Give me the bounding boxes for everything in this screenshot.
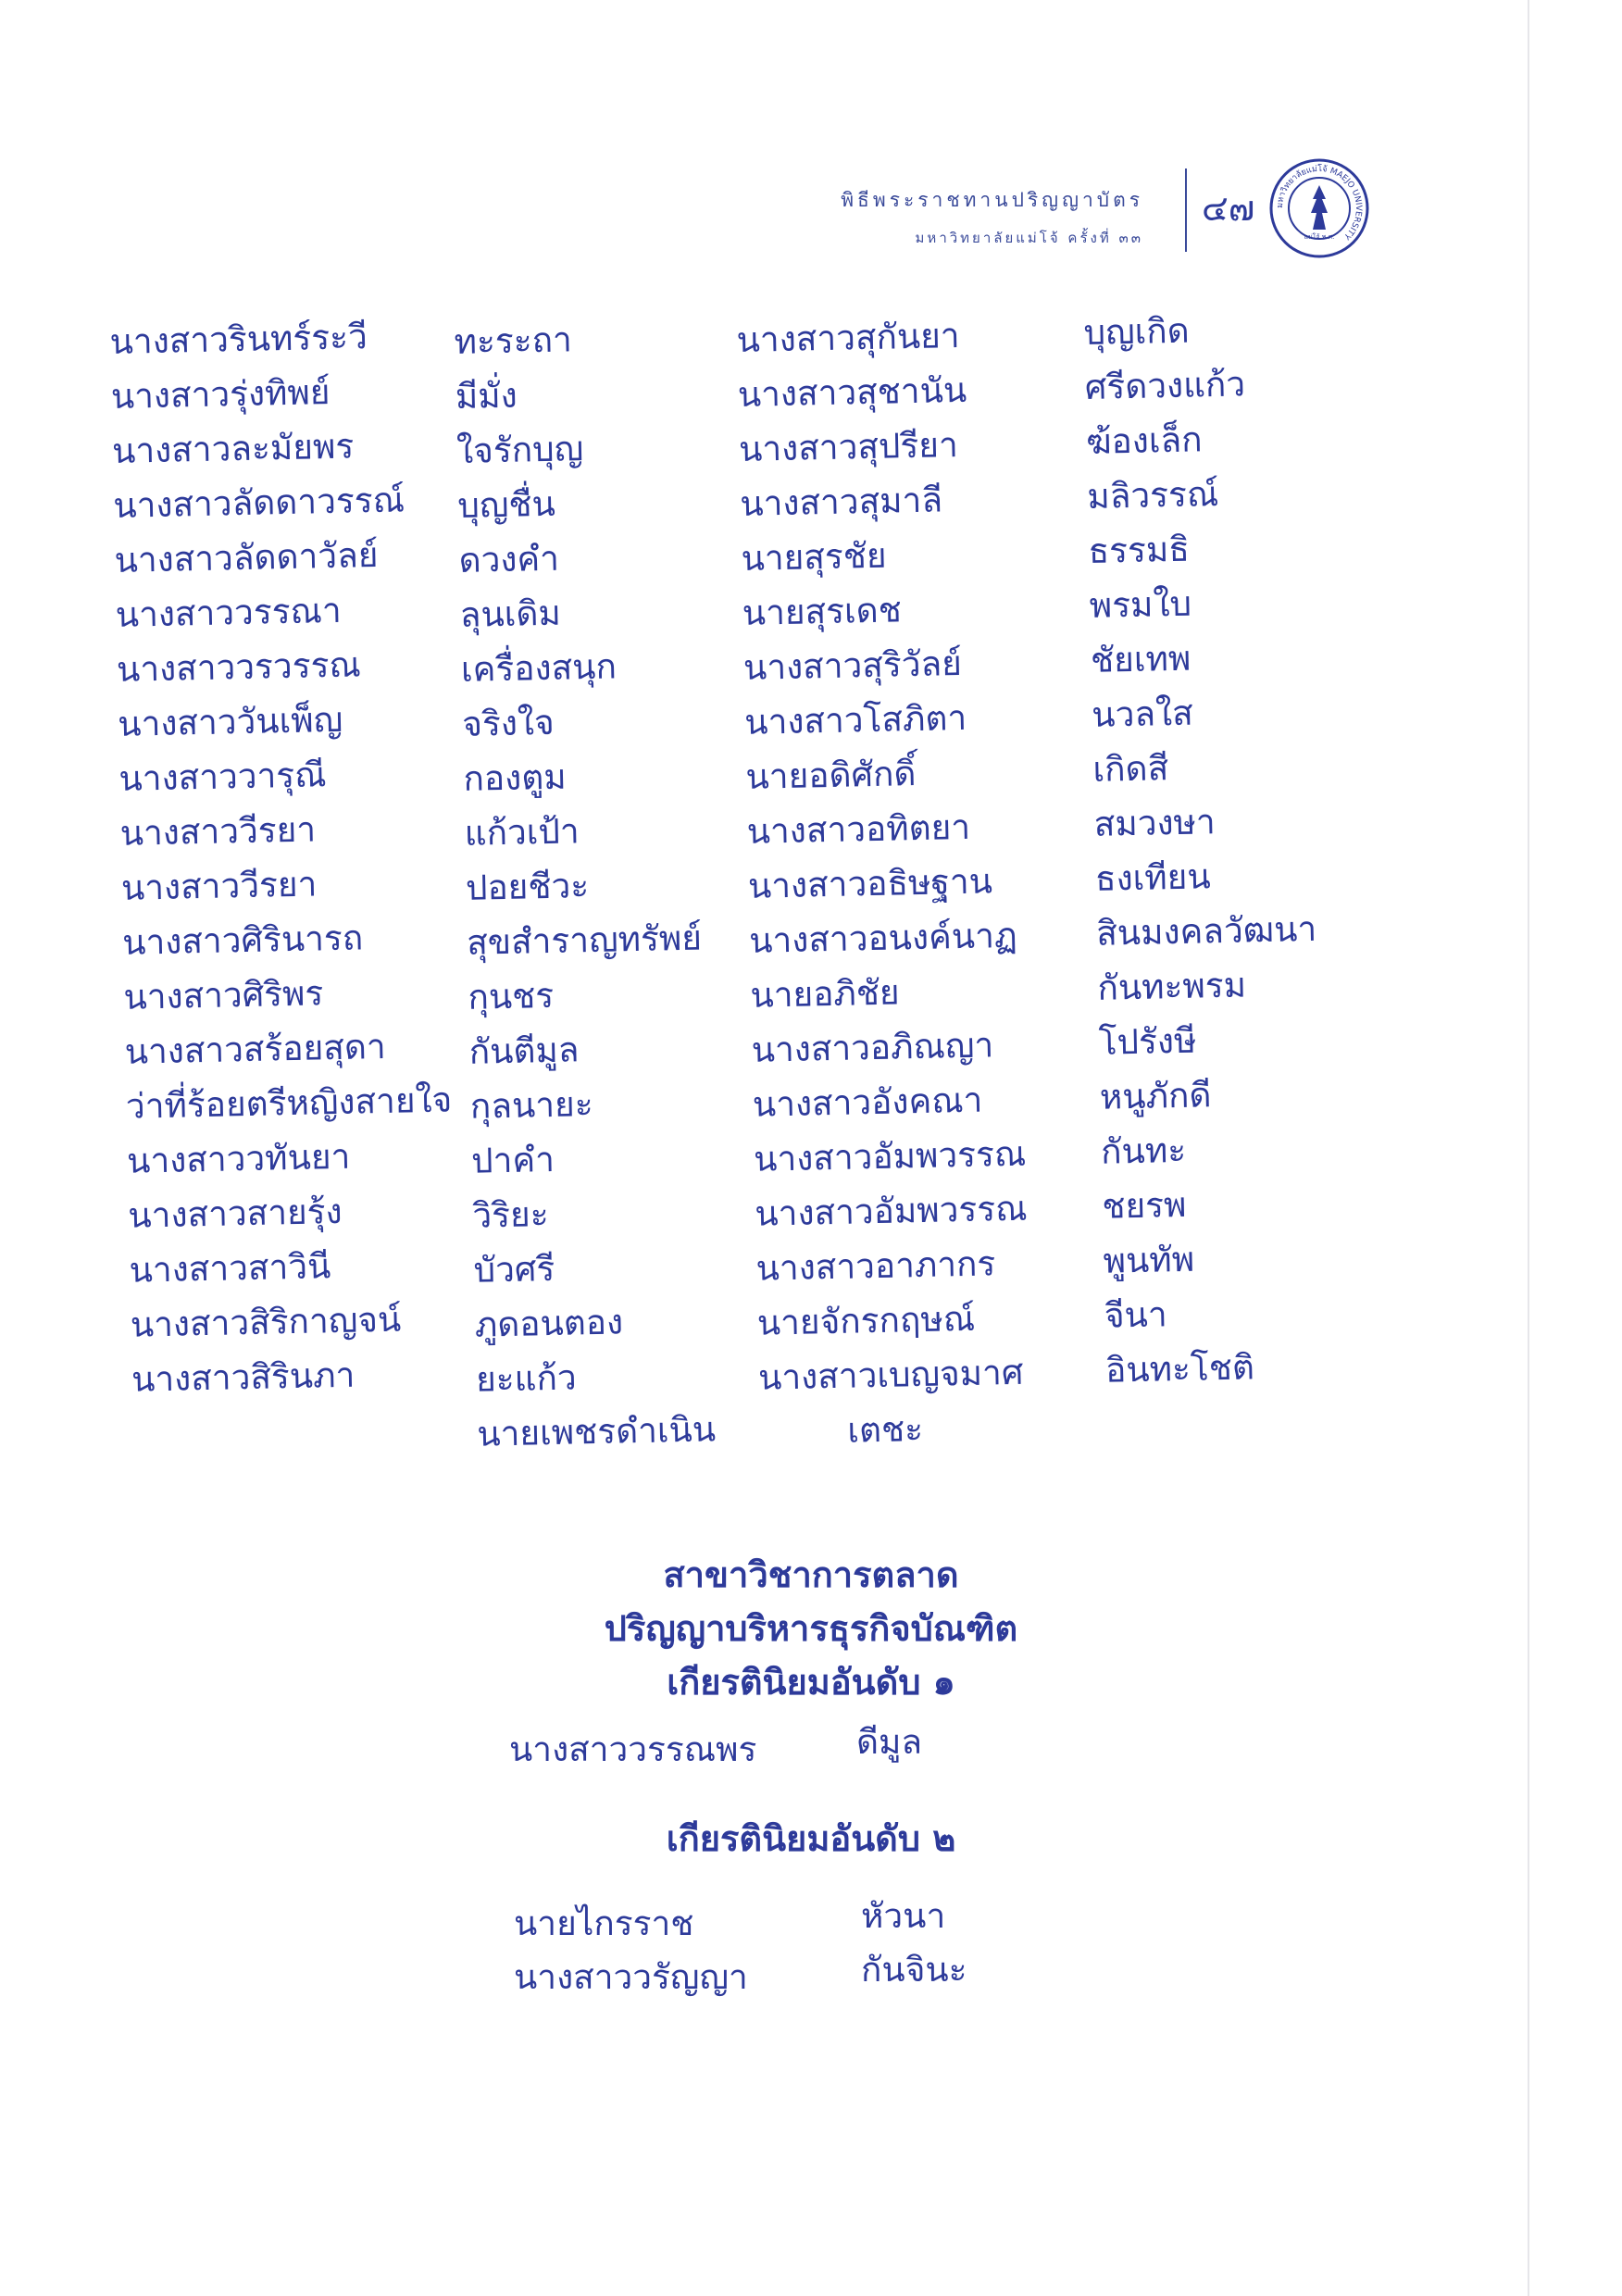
list-item: บุญเกิด <box>1083 310 1191 353</box>
svg-text:แม่โจ้ พ.ศ.: แม่โจ้ พ.ศ. <box>1304 233 1335 241</box>
university-seal-icon <box>1268 157 1370 259</box>
list-item: กองตูม <box>463 756 568 799</box>
list-item: นางสาวสุปรียา <box>738 425 959 469</box>
list-item: นางสาวสุกันยา <box>736 315 961 360</box>
list-item: เกิดสี <box>1092 748 1169 790</box>
list-item: นางสาวสิรินภา <box>131 1354 356 1400</box>
list-item: บุญชื่น <box>456 483 556 526</box>
list-item: กุลนายะ <box>469 1084 594 1127</box>
list-item: กันทะ <box>1100 1129 1187 1172</box>
column-last-names-left <box>454 310 717 1462</box>
list-item: นางสาววารุณี <box>119 755 327 799</box>
list-item: นางสาวสาวินี <box>129 1246 331 1291</box>
honor2-last-name: กันจินะ <box>861 1950 967 1990</box>
honor2-first-name: นายไกรราช <box>514 1903 694 1943</box>
column-first-names-right <box>736 307 1032 1460</box>
list-item: นวลใส <box>1091 693 1194 735</box>
header-text <box>841 185 1143 249</box>
list-item: ลุนเดิม <box>459 593 562 635</box>
list-item: พรมใบ <box>1089 583 1192 626</box>
list-item: มลิวรรณ์ <box>1086 473 1219 517</box>
list-item: ว่าที่ร้อยตรีหญิงสายใจ <box>125 1079 453 1127</box>
list-item: ใจรักบุญ <box>455 429 584 471</box>
list-item: ธรรมธิ <box>1088 529 1191 571</box>
list-item: นางสาวอาภากร <box>755 1243 996 1289</box>
list-item: จีนา <box>1104 1294 1168 1336</box>
list-item: กันตีมูล <box>468 1029 580 1072</box>
list-item: ชัยเทพ <box>1090 638 1192 680</box>
list-item: นางสาวอังคณา <box>752 1079 983 1125</box>
list-item: นายอภิชัย <box>749 972 901 1016</box>
list-item: นายจักรกฤษณ์ <box>756 1298 976 1343</box>
list-item: ฆ้องเล็ก <box>1085 419 1203 462</box>
list-item: สินมงคลวัฒนา <box>1095 908 1317 954</box>
list-item: พูนทัพ <box>1103 1239 1195 1281</box>
list-item: นางสาวสายรุ้ง <box>127 1191 343 1236</box>
column-first-names-left <box>109 308 458 1407</box>
list-item: นางสาวสุริวัลย์ <box>742 643 963 688</box>
list-item: ทะระถา <box>454 319 573 362</box>
list-item: วิริยะ <box>471 1194 550 1236</box>
honor2-heading: เกียรตินิยมอันดับ ๒ <box>666 1818 956 1859</box>
list-item: นางสาววันเพ็ญ <box>117 699 343 744</box>
list-item: นางสาวสร้อยสุดา <box>124 1026 387 1072</box>
page-header <box>841 157 1364 287</box>
list-item: นางสาวลัดดาวรรณ์ <box>112 480 406 526</box>
list-item: ดวงคำ <box>458 538 560 580</box>
list-item: นางสาวสุมาลี <box>739 480 943 524</box>
list-item: ธงเทียน <box>1094 856 1212 899</box>
list-item: นางสาวศิรินารถ <box>121 917 364 963</box>
list-item: นางสาวละมัยพร <box>111 426 355 471</box>
list-item: นางสาวรุ่งทิพย์ <box>110 372 331 417</box>
page-number: ๔๗ <box>1202 188 1255 229</box>
list-item: ยะแก้ว <box>475 1357 578 1400</box>
list-item: กันทะพรม <box>1096 965 1247 1008</box>
list-item: นางสาวสิริกาญจน์ <box>130 1299 402 1345</box>
list-item: เครื่องสนุก <box>460 646 618 690</box>
header-divider <box>1185 168 1187 252</box>
list-item: มีมั่ง <box>455 375 518 417</box>
list-item: นายสุรชัย <box>741 535 887 579</box>
list-item: นางสาววรวรรณ <box>116 644 362 690</box>
list-item: สมวงษา <box>1093 802 1216 844</box>
column-last-names-right <box>1083 301 1327 1398</box>
list-item: เตชะ <box>846 1409 924 1451</box>
list-item: นางสาวอธิษฐาน <box>747 861 993 906</box>
major-heading: สาขาวิชาการตลาด <box>663 1554 959 1595</box>
list-item: นายเพชรดำเนิน <box>476 1409 717 1454</box>
list-item: ภูดอนตอง <box>474 1302 624 1345</box>
honor1-heading: เกียรตินิยมอันดับ ๑ <box>667 1662 955 1703</box>
list-item: นางสาวสุชานัน <box>737 369 967 415</box>
list-item: นายอดิศักดิ์ <box>745 754 917 797</box>
list-item: นางสาวเบญจมาศ <box>757 1352 1024 1398</box>
list-item: ชยรพ <box>1101 1184 1187 1227</box>
honor1-last-name: ดีมูล <box>856 1722 923 1762</box>
honor1-first-name: นางสาววรรณพร <box>509 1729 757 1769</box>
list-item: ปาคำ <box>470 1139 555 1181</box>
university-edition: มหาวิทยาลัยแม่โจ้ ครั้งที่ ๓๓ <box>915 230 1143 246</box>
list-item: ศรีดวงแก้ว <box>1084 364 1246 407</box>
list-item: จริงใจ <box>461 702 555 744</box>
list-item: นายสุรเดช <box>742 590 903 633</box>
svg-text:มหาวิทยาลัยแม่โจ้ MAEJO UNIVER: มหาวิทยาลัยแม่โจ้ MAEJO UNIVERSITY <box>1275 164 1364 242</box>
list-item: นางสาวอัมพวรรณ <box>754 1188 1028 1234</box>
list-item: หนูภักดี <box>1099 1075 1212 1117</box>
page-edge-line <box>1528 0 1529 2296</box>
honor2-last-name: หัวนา <box>861 1896 946 1936</box>
list-item: นางสาวศิริพร <box>122 973 324 1017</box>
list-item: นางสาวรินทร์ระวี <box>109 317 368 362</box>
list-item: นางสาวอภิณญา <box>751 1025 994 1070</box>
list-item: นางสาววทันยา <box>126 1136 351 1181</box>
honor2-first-name: นางสาววรัญญา <box>514 1957 748 1997</box>
list-item: นางสาววีรยา <box>119 809 317 854</box>
list-item: ปอยชีวะ <box>465 866 590 908</box>
degree-heading: ปริญญาบริหารธุรกิจบัณฑิต <box>604 1608 1018 1649</box>
list-item: นางสาวโสภิตา <box>743 697 967 742</box>
list-item: นางสาววรรณา <box>115 590 343 635</box>
ceremony-title: พิธีพระราชทานปริญญาบัตร <box>841 189 1143 211</box>
list-item: นางสาวอนงค์นาฏ <box>748 915 1018 961</box>
list-item: บัวศรี <box>473 1248 555 1291</box>
list-item: กุนชร <box>467 975 555 1017</box>
list-item: นางสาวอัมพวรรณ <box>753 1133 1027 1179</box>
list-item: อินทะโชติ <box>1104 1347 1255 1391</box>
list-item: นางสาวลัดดาวัลย์ <box>114 534 379 580</box>
list-item: โปรังษี <box>1098 1020 1197 1063</box>
list-item: แก้วเป้า <box>464 811 580 854</box>
list-item: สุขสำราญทรัพย์ <box>466 917 703 963</box>
list-item: นางสาวอทิตยา <box>746 806 971 852</box>
list-item: นางสาววีรยา <box>120 864 318 908</box>
